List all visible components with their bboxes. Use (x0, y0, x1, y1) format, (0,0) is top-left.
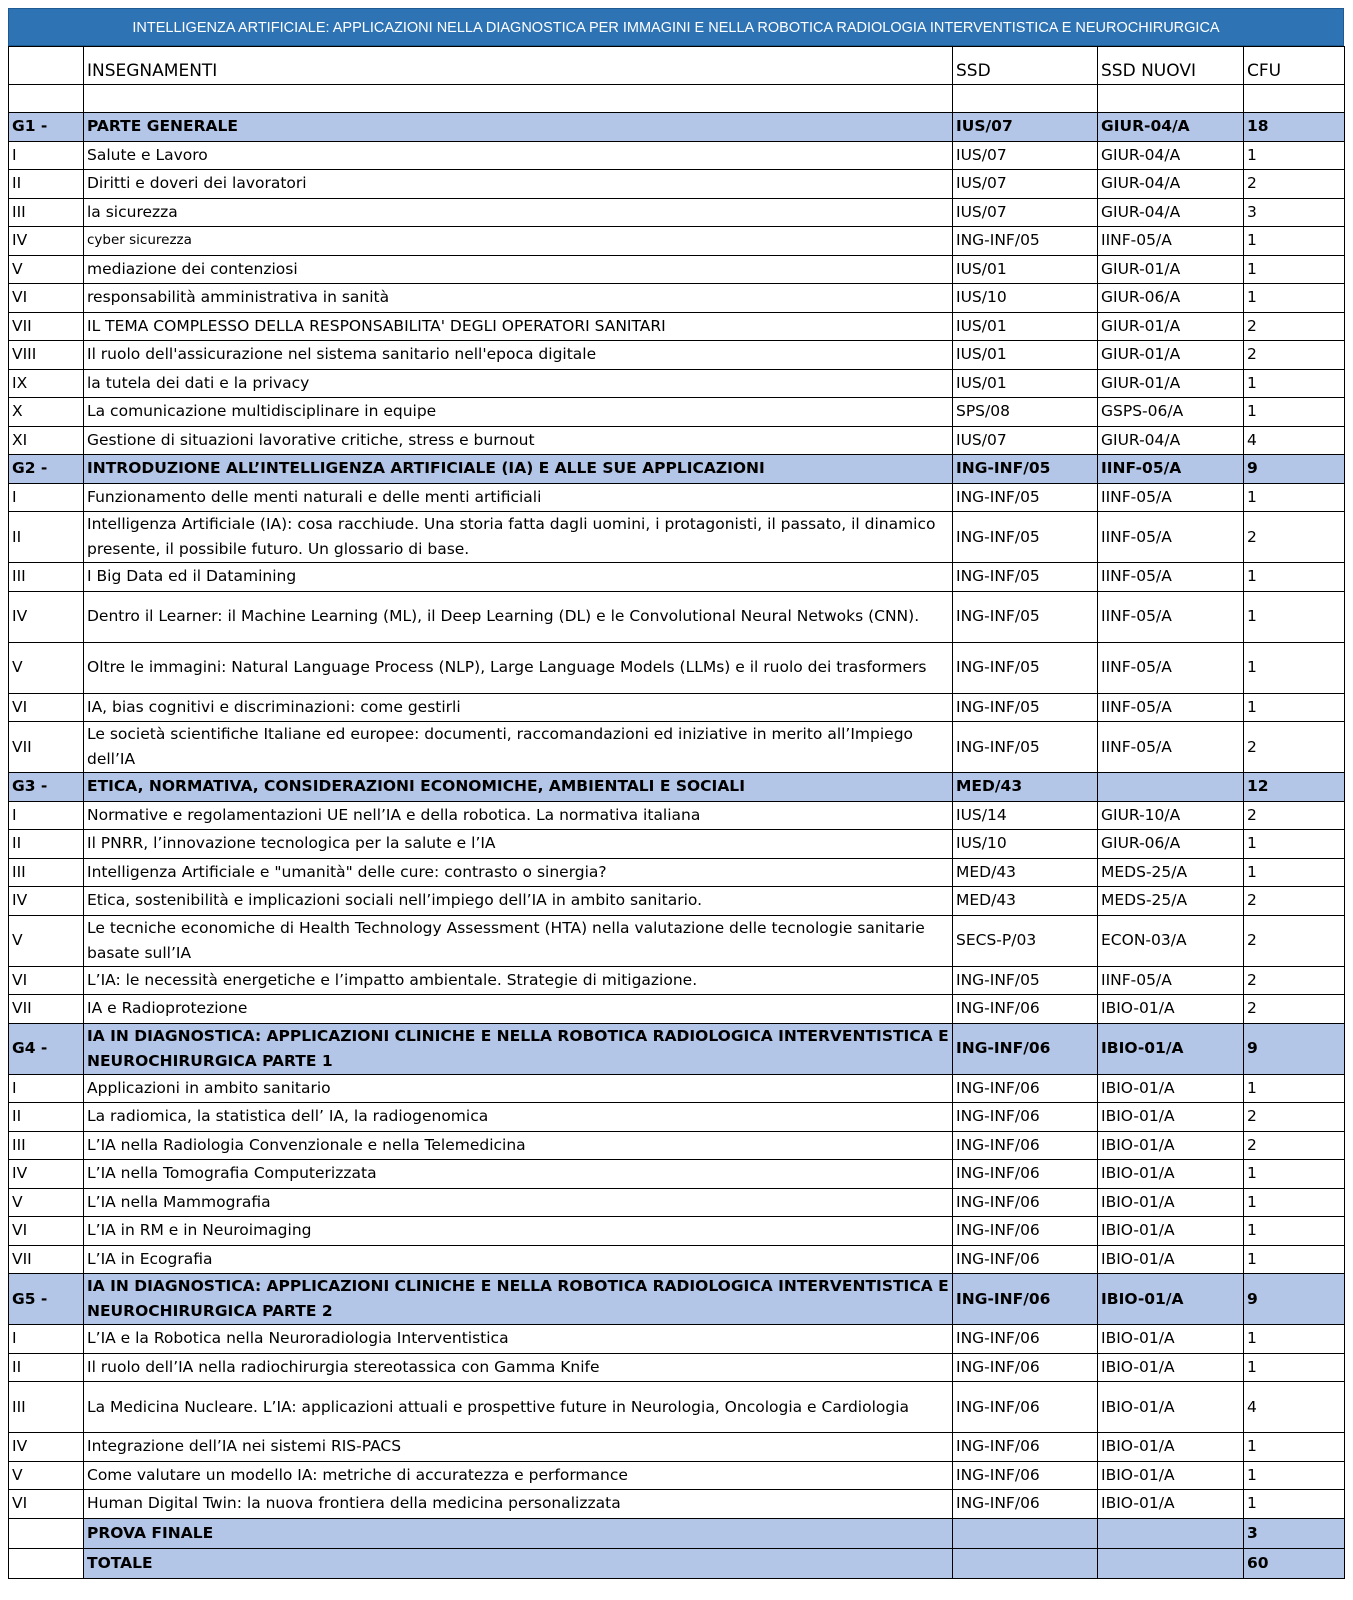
course-name: Oltre le immagini: Natural Language Process (NLP), Large Language Models (LLMs) e il ruolo dei trasformers (84, 642, 953, 693)
course-row (9, 830, 1345, 859)
course-ssd-new: ECON-03/A (1098, 915, 1244, 966)
course-number: III (9, 1131, 84, 1160)
course-ssd: IUS/01 (953, 369, 1098, 398)
course-name: La Medicina Nucleare. L’IA: applicazioni attuali e prospettive future in Neurologia, Oncologia e Cardiologia (84, 1382, 953, 1433)
course-row (9, 1160, 1345, 1189)
course-number: II (9, 830, 84, 859)
course-cfu: 1 (1244, 1074, 1345, 1103)
footer-ssd (953, 1548, 1098, 1578)
footer-index (9, 1548, 84, 1578)
course-row (9, 995, 1345, 1024)
course-cfu: 2 (1244, 512, 1345, 563)
course-cfu: 1 (1244, 284, 1345, 313)
course-ssd-new: GIUR-01/A (1098, 255, 1244, 284)
course-name: IA e Radioprotezione (84, 995, 953, 1024)
course-name: Intelligenza Artificiale (IA): cosa racchiude. Una storia fatta dagli uomini, i protagonisti, il passato, il dinamico presente, il possibile futuro. Un glossario di base. (84, 512, 953, 563)
course-ssd-new: IINF-05/A (1098, 512, 1244, 563)
course-name: IA, bias cognitivi e discriminazioni: come gestirli (84, 693, 953, 722)
course-ssd-new: IBIO-01/A (1098, 1325, 1244, 1354)
course-ssd-new: IBIO-01/A (1098, 1245, 1244, 1274)
course-name: Le tecniche economiche di Health Technology Assessment (HTA) nella valutazione delle tecnologie sanitarie basate sull’IA (84, 915, 953, 966)
course-name: la sicurezza (84, 198, 953, 227)
course-row (9, 1245, 1345, 1274)
course-row (9, 426, 1345, 455)
course-cfu: 3 (1244, 198, 1345, 227)
course-ssd: IUS/07 (953, 170, 1098, 199)
course-name: IL TEMA COMPLESSO DELLA RESPONSABILITA' DEGLI OPERATORI SANITARI (84, 312, 953, 341)
course-cfu: 1 (1244, 830, 1345, 859)
group-ssd: ING-INF/06 (953, 1274, 1098, 1325)
course-number: IV (9, 1433, 84, 1462)
course-number: II (9, 1353, 84, 1382)
course-number: V (9, 255, 84, 284)
blank-cell (1098, 85, 1244, 113)
course-number: I (9, 801, 84, 830)
group-row (9, 455, 1345, 484)
group-row (9, 1023, 1345, 1074)
course-cfu: 2 (1244, 915, 1345, 966)
group-code: G1 - (9, 113, 84, 142)
group-cfu: 9 (1244, 455, 1345, 484)
blank-cell (1244, 85, 1345, 113)
course-number: IX (9, 369, 84, 398)
course-cfu: 2 (1244, 341, 1345, 370)
course-cfu: 1 (1244, 1217, 1345, 1246)
course-row (9, 341, 1345, 370)
course-cfu: 4 (1244, 1382, 1345, 1433)
course-ssd: ING-INF/06 (953, 1433, 1098, 1462)
course-number: VII (9, 312, 84, 341)
course-ssd-new: IINF-05/A (1098, 722, 1244, 773)
group-cfu: 18 (1244, 113, 1345, 142)
course-ssd: MED/43 (953, 887, 1098, 916)
course-cfu: 1 (1244, 227, 1345, 256)
course-cfu: 1 (1244, 141, 1345, 170)
header-cfu: CFU (1244, 47, 1345, 85)
course-ssd: IUS/01 (953, 341, 1098, 370)
footer-ssd-new (1098, 1548, 1244, 1578)
course-cfu: 1 (1244, 858, 1345, 887)
footer-ssd (953, 1518, 1098, 1548)
course-name: Il ruolo dell’IA nella radiochirurgia stereotassica con Gamma Knife (84, 1353, 953, 1382)
course-name: la tutela dei dati e la privacy (84, 369, 953, 398)
course-ssd-new: IBIO-01/A (1098, 1433, 1244, 1462)
course-number: VIII (9, 341, 84, 370)
course-cfu: 1 (1244, 1325, 1345, 1354)
course-name: La radiomica, la statistica dell’ IA, la radiogenomica (84, 1103, 953, 1132)
course-number: VII (9, 1245, 84, 1274)
course-row (9, 887, 1345, 916)
course-ssd: ING-INF/05 (953, 563, 1098, 592)
course-ssd: ING-INF/06 (953, 995, 1098, 1024)
course-name: Etica, sostenibilità e implicazioni sociali nell’impiego dell’IA in ambito sanitario. (84, 887, 953, 916)
course-cfu: 1 (1244, 642, 1345, 693)
course-row (9, 255, 1345, 284)
course-ssd: ING-INF/06 (953, 1074, 1098, 1103)
course-cfu: 1 (1244, 1433, 1345, 1462)
course-number: VII (9, 995, 84, 1024)
course-cfu: 1 (1244, 563, 1345, 592)
course-row (9, 284, 1345, 313)
group-name: ETICA, NORMATIVA, CONSIDERAZIONI ECONOMICHE, AMBIENTALI E SOCIALI (84, 773, 953, 802)
course-ssd-new: GIUR-01/A (1098, 341, 1244, 370)
course-ssd-new: GIUR-04/A (1098, 426, 1244, 455)
course-number: IV (9, 227, 84, 256)
header-row (9, 47, 1345, 85)
blank-cell (953, 85, 1098, 113)
course-name: Integrazione dell’IA nei sistemi RIS-PACS (84, 1433, 953, 1462)
course-cfu: 1 (1244, 1490, 1345, 1519)
course-row (9, 1325, 1345, 1354)
course-ssd-new: IBIO-01/A (1098, 995, 1244, 1024)
course-cfu: 1 (1244, 693, 1345, 722)
course-name: La comunicazione multidisciplinare in equipe (84, 398, 953, 427)
course-name: mediazione dei contenziosi (84, 255, 953, 284)
course-row (9, 563, 1345, 592)
course-row (9, 858, 1345, 887)
course-ssd-new: IBIO-01/A (1098, 1160, 1244, 1189)
course-name: L’IA nella Tomografia Computerizzata (84, 1160, 953, 1189)
course-ssd: IUS/10 (953, 830, 1098, 859)
course-ssd-new: IINF-05/A (1098, 642, 1244, 693)
group-ssd-new: IBIO-01/A (1098, 1274, 1244, 1325)
course-ssd-new: IBIO-01/A (1098, 1353, 1244, 1382)
group-name: IA IN DIAGNOSTICA: APPLICAZIONI CLINICHE E NELLA ROBOTICA RADIOLOGICA INTERVENTISTICA E NEUROCHIRURGICA PARTE 2 (84, 1274, 953, 1325)
header-ssd: SSD (953, 47, 1098, 85)
course-cfu: 1 (1244, 255, 1345, 284)
course-ssd: IUS/14 (953, 801, 1098, 830)
course-cfu: 4 (1244, 426, 1345, 455)
group-code: G5 - (9, 1274, 84, 1325)
footer-label: TOTALE (84, 1548, 953, 1578)
course-ssd-new: IINF-05/A (1098, 563, 1244, 592)
group-code: G2 - (9, 455, 84, 484)
course-number: I (9, 483, 84, 512)
course-ssd: ING-INF/06 (953, 1490, 1098, 1519)
course-name: L’IA nella Mammografia (84, 1188, 953, 1217)
header-insegnamenti: INSEGNAMENTI (84, 47, 953, 85)
group-name: IA IN DIAGNOSTICA: APPLICAZIONI CLINICHE E NELLA ROBOTICA RADIOLOGICA INTERVENTISTICA E NEUROCHIRURGICA PARTE 1 (84, 1023, 953, 1074)
course-name: L’IA: le necessità energetiche e l’impatto ambientale. Strategie di mitigazione. (84, 966, 953, 995)
total-row (9, 1548, 1345, 1578)
header-ssd-nuovi: SSD NUOVI (1098, 47, 1244, 85)
course-row (9, 369, 1345, 398)
group-ssd-new: IBIO-01/A (1098, 1023, 1244, 1074)
course-ssd: SECS-P/03 (953, 915, 1098, 966)
course-ssd-new: IINF-05/A (1098, 591, 1244, 642)
course-ssd: ING-INF/06 (953, 1160, 1098, 1189)
course-number: I (9, 1325, 84, 1354)
course-ssd: ING-INF/05 (953, 642, 1098, 693)
course-row (9, 591, 1345, 642)
course-row (9, 512, 1345, 563)
course-ssd: ING-INF/06 (953, 1131, 1098, 1160)
curriculum-sheet (8, 8, 1344, 1579)
course-cfu: 2 (1244, 722, 1345, 773)
course-ssd: ING-INF/06 (953, 1245, 1098, 1274)
course-row (9, 722, 1345, 773)
course-number: V (9, 1188, 84, 1217)
course-cfu: 1 (1244, 1188, 1345, 1217)
course-row (9, 801, 1345, 830)
course-number: I (9, 141, 84, 170)
course-ssd: ING-INF/06 (953, 1461, 1098, 1490)
course-row (9, 966, 1345, 995)
course-ssd: ING-INF/06 (953, 1103, 1098, 1132)
course-row (9, 915, 1345, 966)
course-ssd-new: IBIO-01/A (1098, 1490, 1244, 1519)
blank-row (9, 85, 1345, 113)
course-ssd: ING-INF/06 (953, 1217, 1098, 1246)
group-ssd: ING-INF/05 (953, 455, 1098, 484)
course-row (9, 398, 1345, 427)
course-row (9, 1217, 1345, 1246)
course-row (9, 227, 1345, 256)
course-name: L’IA in RM e in Neuroimaging (84, 1217, 953, 1246)
course-ssd-new: IBIO-01/A (1098, 1074, 1244, 1103)
course-number: IV (9, 1160, 84, 1189)
course-ssd: IUS/01 (953, 312, 1098, 341)
course-cfu: 2 (1244, 966, 1345, 995)
course-ssd-new: GIUR-01/A (1098, 369, 1244, 398)
course-row (9, 693, 1345, 722)
course-number: V (9, 642, 84, 693)
course-ssd: ING-INF/05 (953, 722, 1098, 773)
course-number: IV (9, 591, 84, 642)
course-name: Il PNRR, l’innovazione tecnologica per la salute e l’IA (84, 830, 953, 859)
course-ssd-new: GIUR-06/A (1098, 284, 1244, 313)
footer-cfu: 3 (1244, 1518, 1345, 1548)
course-cfu: 2 (1244, 995, 1345, 1024)
course-name: responsabilità amministrativa in sanità (84, 284, 953, 313)
course-name: I Big Data ed il Datamining (84, 563, 953, 592)
group-row (9, 113, 1345, 142)
course-ssd: ING-INF/05 (953, 483, 1098, 512)
course-number: II (9, 1103, 84, 1132)
course-row (9, 483, 1345, 512)
course-number: VII (9, 722, 84, 773)
course-name: Funzionamento delle menti naturali e delle menti artificiali (84, 483, 953, 512)
group-cfu: 9 (1244, 1274, 1345, 1325)
course-number: III (9, 563, 84, 592)
course-name: Come valutare un modello IA: metriche di accuratezza e performance (84, 1461, 953, 1490)
course-name: L’IA e la Robotica nella Neuroradiologia Interventistica (84, 1325, 953, 1354)
course-name: Applicazioni in ambito sanitario (84, 1074, 953, 1103)
course-ssd: IUS/07 (953, 141, 1098, 170)
course-ssd-new: GIUR-04/A (1098, 170, 1244, 199)
course-name: L’IA in Ecografia (84, 1245, 953, 1274)
course-ssd-new: IINF-05/A (1098, 483, 1244, 512)
footer-index (9, 1518, 84, 1548)
course-ssd: SPS/08 (953, 398, 1098, 427)
course-row (9, 1188, 1345, 1217)
blank-cell (84, 85, 953, 113)
course-ssd: IUS/07 (953, 198, 1098, 227)
course-ssd-new: GIUR-10/A (1098, 801, 1244, 830)
group-ssd-new: GIUR-04/A (1098, 113, 1244, 142)
group-name: PARTE GENERALE (84, 113, 953, 142)
course-number: V (9, 1461, 84, 1490)
course-ssd-new: IBIO-01/A (1098, 1188, 1244, 1217)
course-number: I (9, 1074, 84, 1103)
course-ssd: MED/43 (953, 858, 1098, 887)
header-index (9, 47, 84, 85)
course-row (9, 312, 1345, 341)
group-row (9, 1274, 1345, 1325)
course-row (9, 1103, 1345, 1132)
course-ssd: ING-INF/05 (953, 591, 1098, 642)
course-ssd: ING-INF/05 (953, 693, 1098, 722)
course-name: Normative e regolamentazioni UE nell’IA e della robotica. La normativa italiana (84, 801, 953, 830)
group-ssd: ING-INF/06 (953, 1023, 1098, 1074)
course-row (9, 198, 1345, 227)
course-number: VI (9, 693, 84, 722)
course-ssd: ING-INF/05 (953, 966, 1098, 995)
course-name: Le società scientifiche Italiane ed europee: documenti, raccomandazioni ed iniziative in merito all’Impiego dell’IA (84, 722, 953, 773)
group-ssd-new: IINF-05/A (1098, 455, 1244, 484)
course-cfu: 2 (1244, 887, 1345, 916)
course-number: II (9, 512, 84, 563)
course-cfu: 2 (1244, 1103, 1345, 1132)
course-ssd-new: GIUR-04/A (1098, 198, 1244, 227)
course-row (9, 1353, 1345, 1382)
group-ssd-new (1098, 773, 1244, 802)
course-cfu: 2 (1244, 801, 1345, 830)
course-ssd-new: IINF-05/A (1098, 693, 1244, 722)
course-ssd: IUS/01 (953, 255, 1098, 284)
course-ssd: IUS/10 (953, 284, 1098, 313)
course-row (9, 1131, 1345, 1160)
course-ssd: ING-INF/05 (953, 512, 1098, 563)
course-cfu: 2 (1244, 170, 1345, 199)
curriculum-table (8, 46, 1345, 1579)
group-ssd: IUS/07 (953, 113, 1098, 142)
course-name: Intelligenza Artificiale e "umanità" delle cure: contrasto o sinergia? (84, 858, 953, 887)
course-row (9, 642, 1345, 693)
course-cfu: 1 (1244, 483, 1345, 512)
course-cfu: 2 (1244, 1131, 1345, 1160)
course-row (9, 170, 1345, 199)
course-name: Salute e Lavoro (84, 141, 953, 170)
course-number: VI (9, 966, 84, 995)
blank-cell (9, 85, 84, 113)
course-cfu: 1 (1244, 591, 1345, 642)
course-cfu: 1 (1244, 369, 1345, 398)
course-ssd-new: MEDS-25/A (1098, 858, 1244, 887)
course-ssd-new: IBIO-01/A (1098, 1103, 1244, 1132)
footer-ssd-new (1098, 1518, 1244, 1548)
course-number: VI (9, 1217, 84, 1246)
course-row (9, 1461, 1345, 1490)
course-cfu: 1 (1244, 1461, 1345, 1490)
course-number: III (9, 858, 84, 887)
course-name: Diritti e doveri dei lavoratori (84, 170, 953, 199)
course-ssd: ING-INF/05 (953, 227, 1098, 256)
course-cfu: 2 (1244, 312, 1345, 341)
course-ssd-new: GSPS-06/A (1098, 398, 1244, 427)
group-code: G4 - (9, 1023, 84, 1074)
course-cfu: 1 (1244, 1353, 1345, 1382)
course-ssd-new: IBIO-01/A (1098, 1131, 1244, 1160)
course-number: III (9, 1382, 84, 1433)
course-ssd-new: GIUR-06/A (1098, 830, 1244, 859)
course-ssd-new: IBIO-01/A (1098, 1217, 1244, 1246)
course-ssd-new: IBIO-01/A (1098, 1461, 1244, 1490)
group-cfu: 12 (1244, 773, 1345, 802)
course-ssd-new: IINF-05/A (1098, 227, 1244, 256)
course-ssd: ING-INF/06 (953, 1325, 1098, 1354)
course-number: VI (9, 284, 84, 313)
course-cfu: 1 (1244, 1160, 1345, 1189)
final-exam-row (9, 1518, 1345, 1548)
course-cfu: 1 (1244, 398, 1345, 427)
group-ssd: MED/43 (953, 773, 1098, 802)
course-ssd-new: MEDS-25/A (1098, 887, 1244, 916)
course-cfu: 1 (1244, 1245, 1345, 1274)
footer-cfu: 60 (1244, 1548, 1345, 1578)
group-cfu: 9 (1244, 1023, 1345, 1074)
course-name: Dentro il Learner: il Machine Learning (ML), il Deep Learning (DL) e le Convolutional Neural Netwoks (CNN). (84, 591, 953, 642)
course-ssd-new: GIUR-01/A (1098, 312, 1244, 341)
group-code: G3 - (9, 773, 84, 802)
course-ssd: ING-INF/06 (953, 1382, 1098, 1433)
sheet-title: INTELLIGENZA ARTIFICIALE: APPLICAZIONI NELLA DIAGNOSTICA PER IMMAGINI E NELLA ROBOTICA RADIOLOGIA INTERVENTISTICA E NEUROCHIRURGICA (8, 8, 1344, 46)
course-name: Il ruolo dell'assicurazione nel sistema sanitario nell'epoca digitale (84, 341, 953, 370)
course-ssd: ING-INF/06 (953, 1188, 1098, 1217)
course-row (9, 1433, 1345, 1462)
course-ssd-new: IBIO-01/A (1098, 1382, 1244, 1433)
group-row (9, 773, 1345, 802)
course-number: VI (9, 1490, 84, 1519)
course-row (9, 1382, 1345, 1433)
course-ssd: IUS/07 (953, 426, 1098, 455)
course-name: cyber sicurezza (84, 227, 953, 256)
course-row (9, 1074, 1345, 1103)
course-number: V (9, 915, 84, 966)
course-number: III (9, 198, 84, 227)
footer-label: PROVA FINALE (84, 1518, 953, 1548)
course-name: Human Digital Twin: la nuova frontiera della medicina personalizzata (84, 1490, 953, 1519)
course-ssd-new: IINF-05/A (1098, 966, 1244, 995)
course-row (9, 141, 1345, 170)
course-number: XI (9, 426, 84, 455)
course-name: L’IA nella Radiologia Convenzionale e nella Telemedicina (84, 1131, 953, 1160)
course-number: II (9, 170, 84, 199)
course-ssd: ING-INF/06 (953, 1353, 1098, 1382)
course-number: X (9, 398, 84, 427)
course-ssd-new: GIUR-04/A (1098, 141, 1244, 170)
course-name: Gestione di situazioni lavorative critiche, stress e burnout (84, 426, 953, 455)
group-name: INTRODUZIONE ALL’INTELLIGENZA ARTIFICIALE (IA) E ALLE SUE APPLICAZIONI (84, 455, 953, 484)
course-number: IV (9, 887, 84, 916)
course-row (9, 1490, 1345, 1519)
